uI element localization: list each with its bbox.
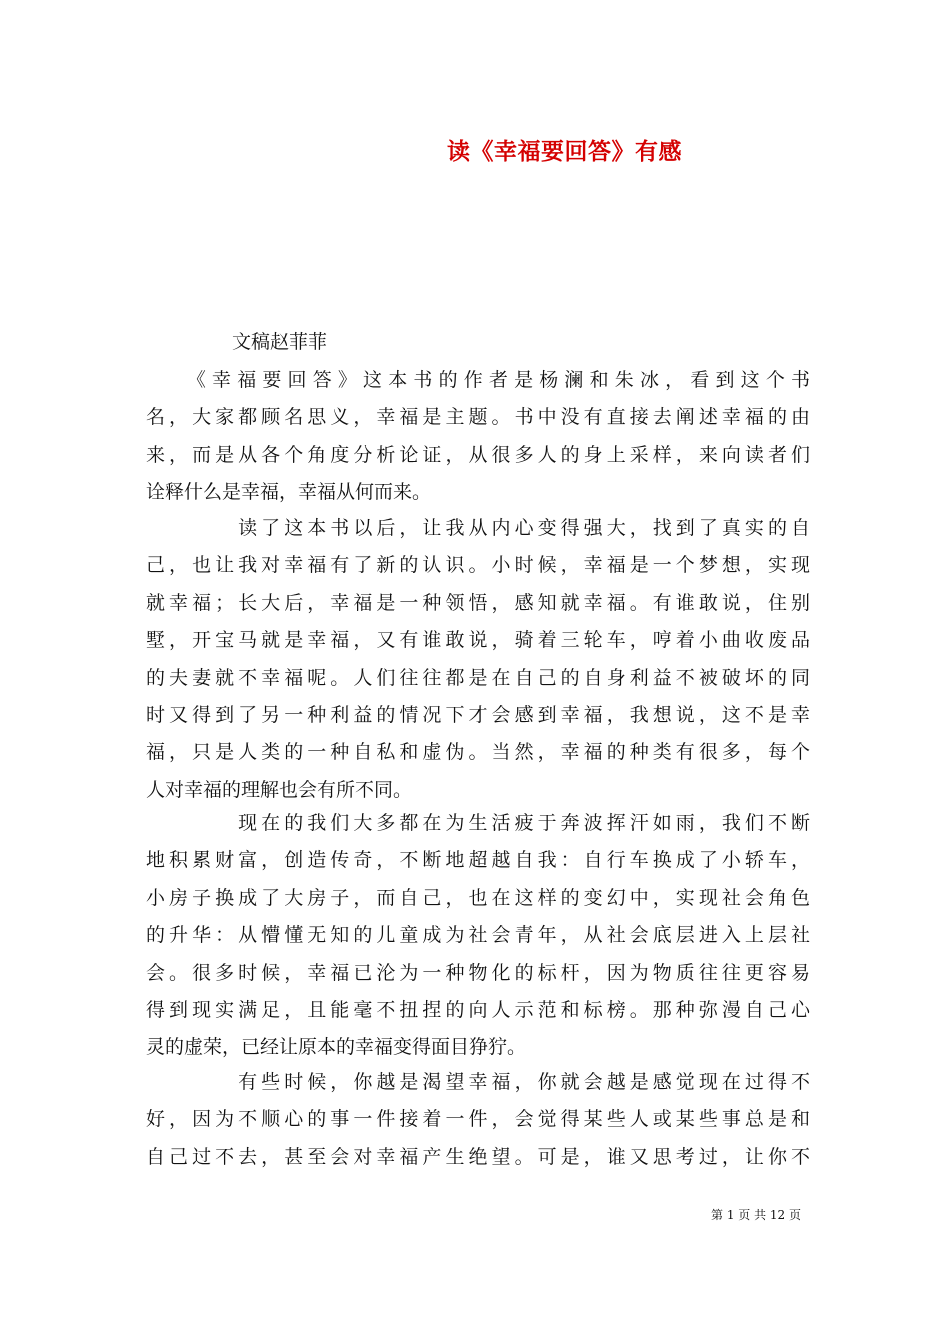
author-line: 文稿赵菲菲	[232, 331, 328, 353]
text-line: 时又得到了另一种利益的情况下才会感到幸福，我想说，这不是幸	[146, 703, 810, 726]
paragraph-3	[146, 805, 810, 1067]
text-line: 就幸福；长大后，幸福是一种领悟，感知就幸福。有谁敢说，住别	[146, 591, 810, 614]
text-line: 小房子换成了大房子，而自己，也在这样的变幻中，实现社会角色	[146, 886, 810, 909]
page-number: 第 1 页 共 12 页	[711, 1208, 801, 1222]
text-line: 来，而是从各个角度分析论证，从很多人的身上采样，来向读者们	[146, 443, 810, 466]
text-line: 己，也让我对幸福有了新的认识。小时候，幸福是一个梦想，实现	[146, 554, 810, 577]
text-line: 会。很多时候，幸福已沦为一种物化的标杆，因为物质往往更容易	[146, 961, 810, 984]
text-line: 墅，开宝马就是幸福，又有谁敢说，骑着三轮车，哼着小曲收废品	[146, 629, 810, 652]
text-line: 读了这本书以后，让我从内心变得强大，找到了真实的自	[146, 517, 810, 539]
text-line: 得到现实满足，且能毫不扭捏的向人示范和标榜。那种弥漫自己心	[146, 998, 810, 1021]
text-line: 福，只是人类的一种自私和虚伪。当然，幸福的种类有很多，每个	[146, 741, 810, 764]
text-line: 的夫妻就不幸福呢。人们往往都是在自己的自身利益不被破坏的同	[146, 666, 810, 689]
paragraph-2	[146, 510, 810, 809]
paragraph-1	[146, 362, 810, 512]
text-line: 名，大家都顾名思义，幸福是主题。书中没有直接去阐述幸福的由	[146, 406, 810, 429]
text-line: 灵的虚荣，已经让原本的幸福变得面目狰狞。	[146, 1036, 527, 1059]
text-line: 自己过不去，甚至会对幸福产生绝望。可是，谁又思考过，让你不	[146, 1145, 810, 1168]
paragraph-4	[146, 1064, 810, 1176]
text-line: 的升华：从懵懂无知的儿童成为社会青年，从社会底层进入上层社	[146, 924, 810, 947]
text-line: 有些时候，你越是渴望幸福，你就会越是感觉现在过得不	[146, 1071, 810, 1093]
text-line: 好，因为不顺心的事一件接着一件，会觉得某些人或某些事总是和	[146, 1108, 810, 1131]
document-title: 读《幸福要回答》有感	[447, 138, 682, 165]
text-line: 现在的我们大多都在为生活疲于奔波挥汗如雨，我们不断	[146, 812, 810, 834]
text-line: 地积累财富，创造传奇，不断地超越自我：自行车换成了小轿车，	[146, 849, 810, 872]
text-line: 诠释什么是幸福，幸福从何而来。	[146, 481, 432, 504]
text-line: 《幸福要回答》这本书的作者是杨澜和朱冰，看到这个书	[146, 369, 810, 391]
text-line: 人对幸福的理解也会有所不同。	[146, 778, 413, 801]
